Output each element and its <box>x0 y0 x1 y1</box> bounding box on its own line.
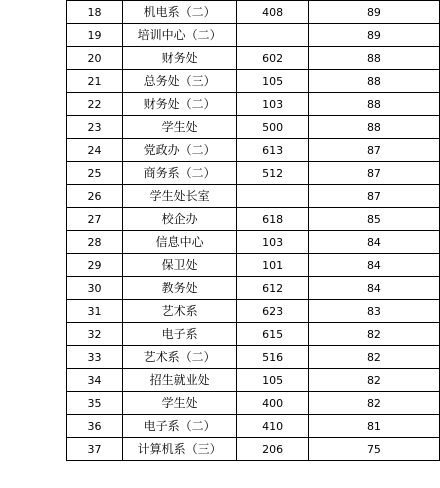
room-cell <box>237 185 308 208</box>
room-cell: 516 <box>237 346 308 369</box>
table-row <box>67 346 440 369</box>
department-cell: 电子系 <box>122 323 237 346</box>
rank-cell: 33 <box>67 346 123 369</box>
table-row <box>67 24 440 47</box>
department-cell: 学生处 <box>122 392 237 415</box>
ranking-table <box>66 0 440 461</box>
table-row <box>67 139 440 162</box>
room-cell: 512 <box>237 162 308 185</box>
score-cell: 88 <box>308 70 439 93</box>
score-cell: 82 <box>308 392 439 415</box>
rank-cell: 27 <box>67 208 123 231</box>
room-cell: 400 <box>237 392 308 415</box>
rank-cell: 35 <box>67 392 123 415</box>
rank-cell: 37 <box>67 438 123 461</box>
department-cell: 机电系（二） <box>122 1 237 24</box>
rank-cell: 23 <box>67 116 123 139</box>
rank-cell: 28 <box>67 231 123 254</box>
table-row <box>67 254 440 277</box>
score-cell: 88 <box>308 93 439 116</box>
room-cell: 613 <box>237 139 308 162</box>
table-row <box>67 93 440 116</box>
score-cell: 85 <box>308 208 439 231</box>
table-row <box>67 323 440 346</box>
score-cell: 82 <box>308 323 439 346</box>
rank-cell: 29 <box>67 254 123 277</box>
department-cell: 总务处（三） <box>122 70 237 93</box>
department-cell: 计算机系（三） <box>122 438 237 461</box>
table-row <box>67 70 440 93</box>
rank-cell: 30 <box>67 277 123 300</box>
room-cell: 408 <box>237 1 308 24</box>
room-cell: 618 <box>237 208 308 231</box>
room-cell: 105 <box>237 70 308 93</box>
room-cell: 500 <box>237 116 308 139</box>
table-row <box>67 277 440 300</box>
rank-cell: 32 <box>67 323 123 346</box>
rank-cell: 20 <box>67 47 123 70</box>
department-cell: 艺术系 <box>122 300 237 323</box>
department-cell: 培训中心（二） <box>122 24 237 47</box>
rank-cell: 26 <box>67 185 123 208</box>
department-cell: 学生处长室 <box>122 185 237 208</box>
table-row <box>67 208 440 231</box>
rank-cell: 34 <box>67 369 123 392</box>
score-cell: 75 <box>308 438 439 461</box>
department-cell: 财务处 <box>122 47 237 70</box>
rank-cell: 31 <box>67 300 123 323</box>
room-cell: 623 <box>237 300 308 323</box>
score-cell: 87 <box>308 139 439 162</box>
ranking-table-body <box>67 1 440 461</box>
department-cell: 学生处 <box>122 116 237 139</box>
department-cell: 教务处 <box>122 277 237 300</box>
department-cell: 电子系（二） <box>122 415 237 438</box>
rank-cell: 25 <box>67 162 123 185</box>
table-row <box>67 47 440 70</box>
department-cell: 校企办 <box>122 208 237 231</box>
score-cell: 89 <box>308 1 439 24</box>
table-row <box>67 116 440 139</box>
table-row <box>67 162 440 185</box>
department-cell: 党政办（二） <box>122 139 237 162</box>
score-cell: 88 <box>308 47 439 70</box>
rank-cell: 22 <box>67 93 123 116</box>
score-cell: 82 <box>308 369 439 392</box>
department-cell: 艺术系（二） <box>122 346 237 369</box>
score-cell: 83 <box>308 300 439 323</box>
room-cell: 101 <box>237 254 308 277</box>
score-cell: 87 <box>308 162 439 185</box>
department-cell: 信息中心 <box>122 231 237 254</box>
room-cell: 105 <box>237 369 308 392</box>
department-cell: 保卫处 <box>122 254 237 277</box>
rank-cell: 18 <box>67 1 123 24</box>
table-row <box>67 369 440 392</box>
score-cell: 84 <box>308 231 439 254</box>
table-row <box>67 392 440 415</box>
score-cell: 89 <box>308 24 439 47</box>
department-cell: 招生就业处 <box>122 369 237 392</box>
score-cell: 84 <box>308 254 439 277</box>
rank-cell: 19 <box>67 24 123 47</box>
score-cell: 82 <box>308 346 439 369</box>
table-row <box>67 1 440 24</box>
room-cell: 103 <box>237 93 308 116</box>
rank-cell: 24 <box>67 139 123 162</box>
score-cell: 88 <box>308 116 439 139</box>
room-cell: 103 <box>237 231 308 254</box>
rank-cell: 36 <box>67 415 123 438</box>
room-cell: 602 <box>237 47 308 70</box>
table-row <box>67 185 440 208</box>
score-cell: 81 <box>308 415 439 438</box>
table-row <box>67 438 440 461</box>
room-cell: 612 <box>237 277 308 300</box>
room-cell: 615 <box>237 323 308 346</box>
room-cell <box>237 24 308 47</box>
table-row <box>67 415 440 438</box>
room-cell: 410 <box>237 415 308 438</box>
score-cell: 87 <box>308 185 439 208</box>
department-cell: 财务处（二） <box>122 93 237 116</box>
rank-cell: 21 <box>67 70 123 93</box>
department-cell: 商务系（二） <box>122 162 237 185</box>
table-row <box>67 231 440 254</box>
room-cell: 206 <box>237 438 308 461</box>
table-row <box>67 300 440 323</box>
score-cell: 84 <box>308 277 439 300</box>
